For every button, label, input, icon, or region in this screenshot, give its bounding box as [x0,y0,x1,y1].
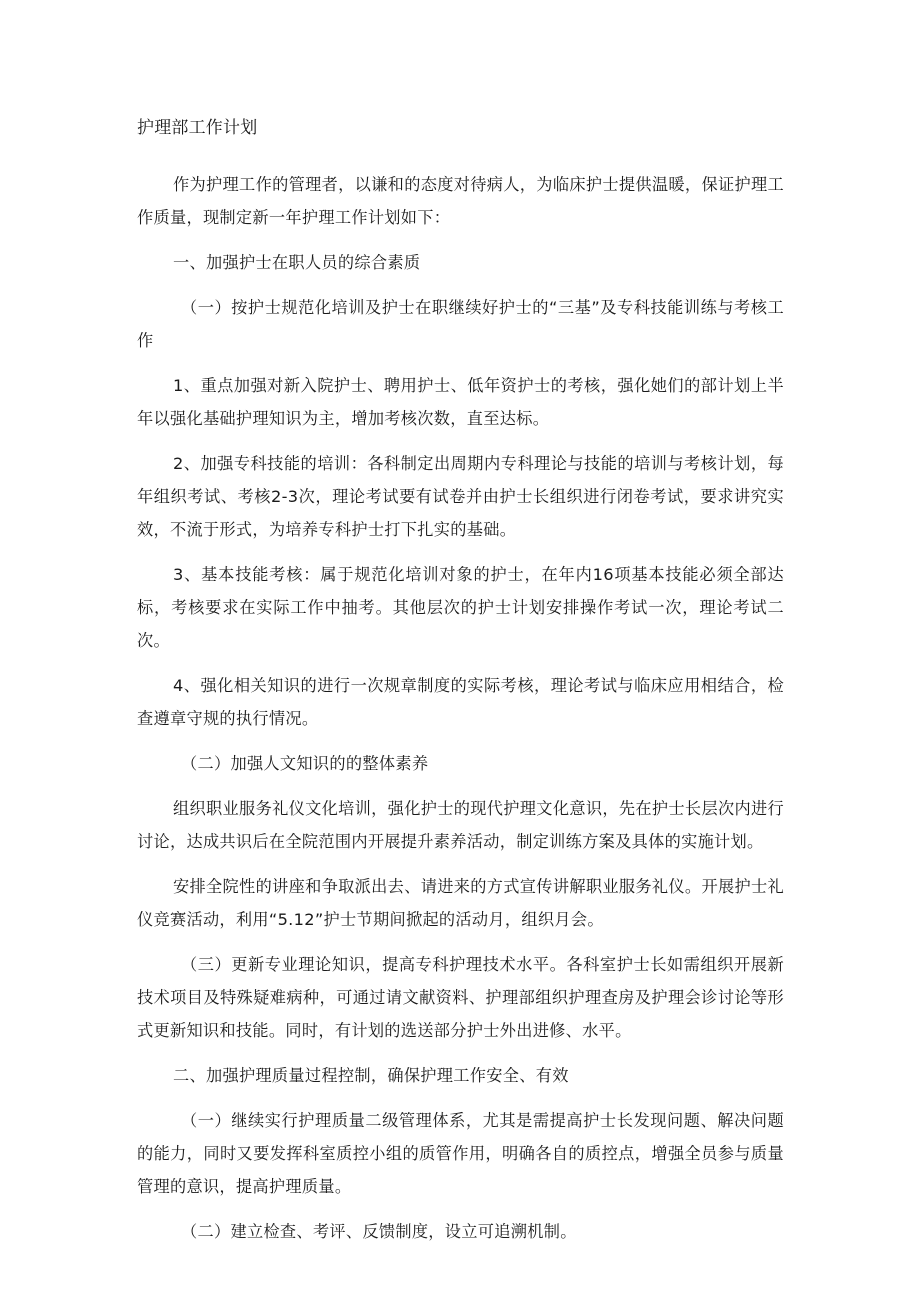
item-4: 4、强化相关知识的进行一次规章制度的实际考核，理论考试与临床应用相结合，检查遵章守规的执行情况。 [137,676,784,728]
item-2: 2、加强专科技能的培训：各科制定出周期内专科理论与技能的培训与考核计划，每年组织考试、考核2-3次，理论考试要有试卷并由护士长组织进行闭卷考试，要求讲究实效，不流于形式，为培养专科护士打下扎实的基础。 [137,454,784,539]
paragraph-training: 组织职业服务礼仪文化培训，强化护士的现代护理文化意识，先在护士长层次内进行讨论，达成共识后在全院范围内开展提升素养活动，制定训练方案及具体的实施计划。 [137,799,784,851]
subsection-1-2: （二）加强人文知识的的整体素养 [181,754,429,773]
item-3: 3、基本技能考核：属于规范化培训对象的护士，在年内16项基本技能必须全部达标，考核要求在实际工作中抽考。其他层次的护士计划安排操作考试一次，理论考试二次。 [137,565,784,650]
subsection-2-1: （一）继续实行护理质量二级管理体系，尤其是需提高护士长发现问题、解决问题的能力，同时又要发挥科室质控小组的质管作用，明确各自的质控点，增强全员参与质量管理的意识，提高护理质量。 [137,1111,784,1196]
subsection-2-2: （二）建立检查、考评、反馈制度，设立可追溯机制。 [181,1222,577,1241]
section-heading-1: 一、加强护士在职人员的综合素质 [173,253,421,272]
subsection-1-1: （一）按护士规范化培训及护士在职继续好护士的“三基”及专科技能训练与考核工作 [137,298,784,350]
section-heading-2: 二、加强护理质量过程控制，确保护理工作安全、有效 [173,1066,569,1085]
intro-paragraph: 作为护理工作的管理者，以谦和的态度对待病人，为临床护士提供温暖，保证护理工作质量，现制定新一年护理工作计划如下： [137,175,784,227]
paragraph-lectures: 安排全院性的讲座和争取派出去、请进来的方式宣传讲解职业服务礼仪。开展护士礼仪竞赛活动，利用“5.12”护士节期间掀起的活动月，组织月会。 [137,877,784,929]
document-body [137,168,784,1260]
document-title: 护理部工作计划 [137,118,258,138]
item-1: 1、重点加强对新入院护士、聘用护士、低年资护士的考核，强化她们的部计划上半年以强化基础护理知识为主，增加考核次数，直至达标。 [137,376,784,428]
subsection-1-3: （三）更新专业理论知识，提高专科护理技术水平。各科室护士长如需组织开展新技术项目及特殊疑难病种，可通过请文献资料、护理部组织护理查房及护理会诊讨论等形式更新知识和技能。同时，有计划的选送部分护士外出进修、水平。 [137,955,784,1040]
